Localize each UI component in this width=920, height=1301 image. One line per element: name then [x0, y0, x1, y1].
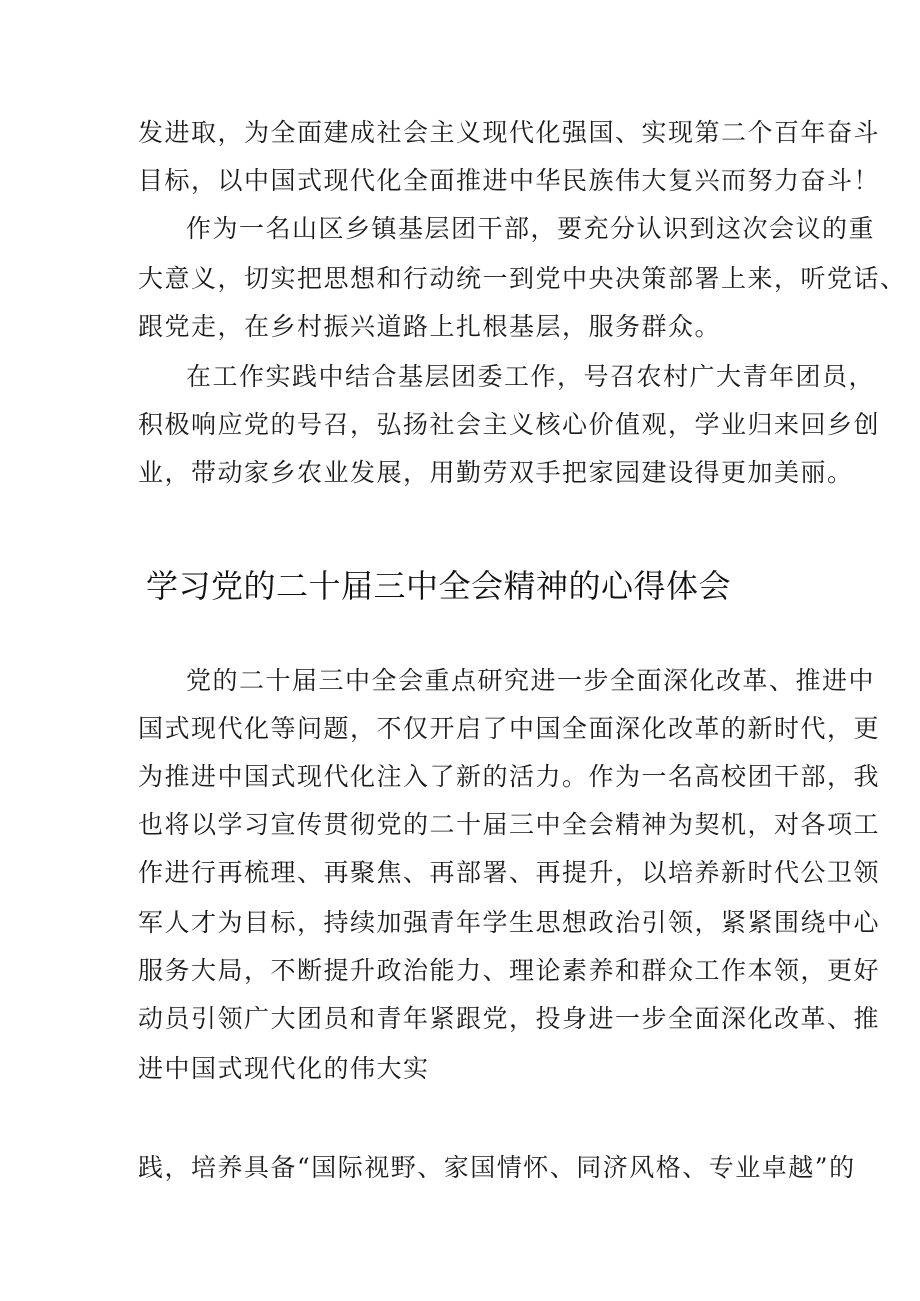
paragraph-line: 军人才为目标，持续加强青年学生思想政治引领，紧紧围绕中心 [138, 908, 881, 937]
paragraph-line: 积极响应党的号召，弘扬社会主义核心价值观，学业归来回乡创 [138, 410, 881, 439]
paragraph-line: 进中国式现代化的伟大实 [138, 1054, 430, 1083]
paragraph-line: 动员引领广大团员和青年紧跟党，投身进一步全面深化改革、推 [138, 1004, 881, 1033]
paragraph-line: 作进行再梳理、再聚焦、再部署、再提升，以培养新时代公卫领 [138, 858, 881, 887]
paragraph-line: 国式现代化等问题，不仅开启了中国全面深化改革的新时代，更 [138, 714, 881, 743]
paragraph-line: 跟党走，在乡村振兴道路上扎根基层，服务群众。 [138, 312, 722, 341]
paragraph-line: 为推进中国式现代化注入了新的活力。作为一名高校团干部，我 [138, 762, 881, 791]
section-title: 学习党的二十届三中全会精神的心得体会 [146, 567, 732, 605]
paragraph-line: 践，培养具备“国际视野、家国情怀、同济风格、专业卓越”的 [138, 1153, 856, 1182]
paragraph-line: 在工作实践中结合基层团委工作，号召农村广大青年团员， [186, 362, 876, 391]
paragraph-line: 业，带动家乡农业发展，用勤劳双手把家园建设得更加美丽。 [138, 458, 854, 487]
paragraph-line: 目标，以中国式现代化全面推进中华民族伟大复兴而努力奋斗！ [138, 166, 881, 195]
paragraph-line: 服务大局，不断提升政治能力、理论素养和群众工作本领，更好 [138, 956, 881, 985]
paragraph-line: 作为一名山区乡镇基层团干部，要充分认识到这次会议的重 [186, 214, 876, 243]
paragraph-line: 也将以学习宣传贯彻党的二十届三中全会精神为契机，对各项工 [138, 810, 881, 839]
paragraph-line: 党的二十届三中全会重点研究进一步全面深化改革、推进中 [186, 666, 876, 695]
paragraph-line: 大意义，切实把思想和行动统一到党中央决策部署上来，听党话、 [138, 264, 907, 293]
paragraph-line: 发进取，为全面建成社会主义现代化强国、实现第二个百年奋斗 [138, 118, 881, 147]
